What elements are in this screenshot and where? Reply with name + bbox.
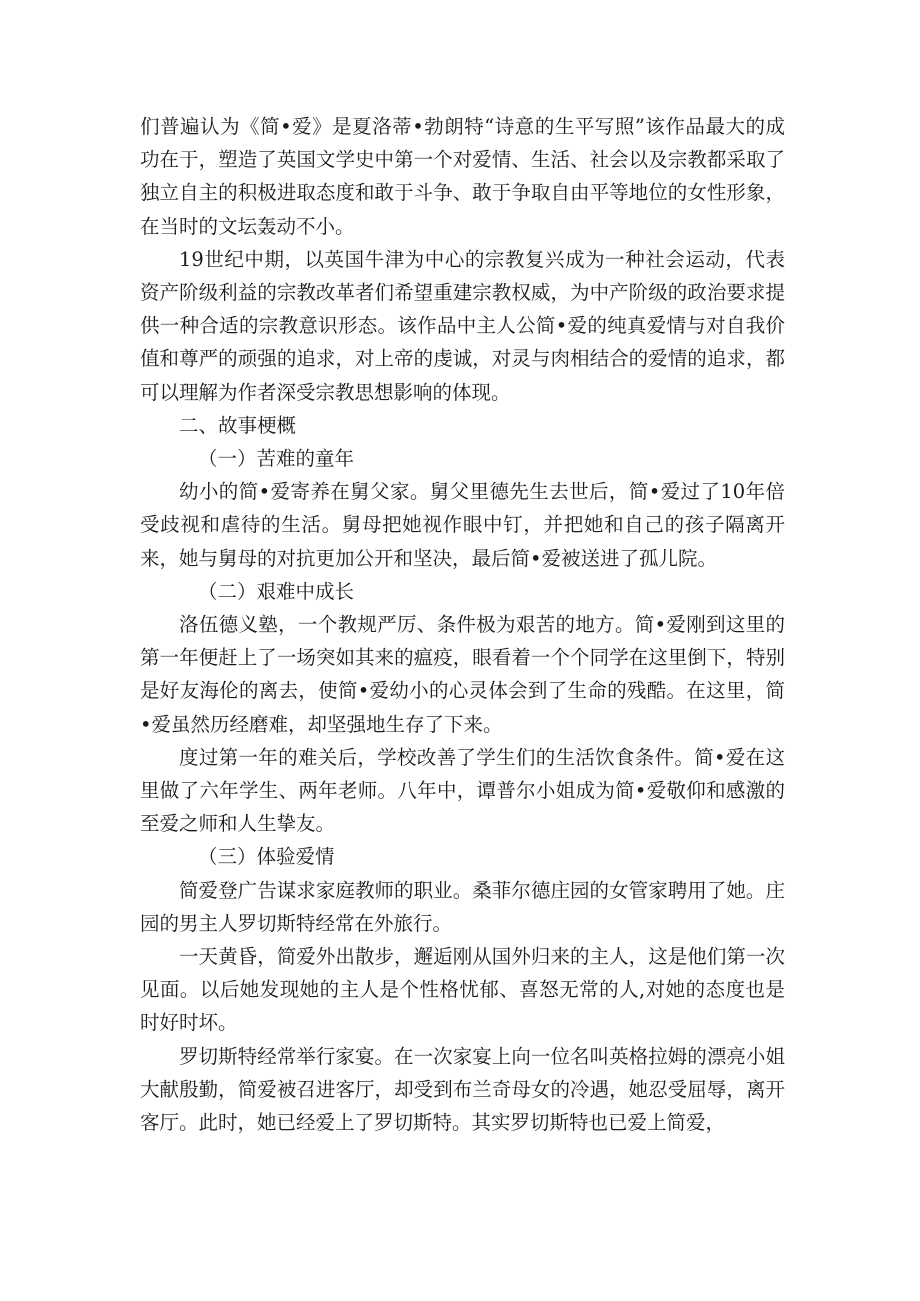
subheading-childhood: （一）苦难的童年 bbox=[198, 447, 355, 471]
paragraph-childhood: 幼小的简•爱寄养在舅父家。舅父里德先生去世后，简•爱过了10年倍受歧视和虐待的生活。舅母把她视作眼中钉，并把她和自己的孩子隔离开来，她与舅母的对抗更加公开和坚决，最后简•爱被送进了孤儿院。 bbox=[140, 480, 785, 570]
section-heading-story-summary: 二、故事梗概 bbox=[179, 413, 297, 437]
document-body bbox=[140, 110, 785, 1139]
paragraph-teacher-years: 度过第一年的难关后，学校改善了学生们的生活饮食条件。简•爱在这里做了六年学生、两年老师。八年中，谭普尔小姐成为简•爱敬仰和感激的至爱之师和人生挚友。 bbox=[140, 745, 785, 836]
paragraph-first-meeting: 一天黄昏，简爱外出散步，邂逅刚从国外归来的主人，这是他们第一次见面。以后她发现她的主人是个性格忧郁、喜怒无常的人,对她的态度也是时好时坏。 bbox=[140, 945, 785, 1035]
paragraph-lowood: 洛伍德义塾，一个教规严厉、条件极为艰苦的地方。简•爱刚到这里的第一年便赶上了一场突如其来的瘟疫，眼看着一个个同学在这里倒下，特别是好友海伦的离去，使简•爱幼小的心灵体会到了生命的残酷。在这里，简•爱虽然历经磨难，却坚强地生存了下来。 bbox=[140, 613, 785, 736]
paragraph-banquet: 罗切斯特经常举行家宴。在一次家宴上向一位名叫英格拉姆的漂亮小姐大献殷勤，简爱被召进客厅，却受到布兰奇母女的冷遇，她忍受屈辱，离开客厅。此时，她已经爱上了罗切斯特。其实罗切斯特也已爱上简爱， bbox=[140, 1044, 785, 1135]
paragraph-religious-background: 19世纪中期，以英国牛津为中心的宗教复兴成为一种社会运动，代表资产阶级利益的宗教改革者们希望重建宗教权威，为中产阶级的政治要求提供一种合适的宗教意识形态。该作品中主人公简•爱的纯真爱情与对自我价值和尊严的顽强的追求，对上帝的虔诚，对灵与肉相结合的爱情的追求，都可以理解为作者深受宗教思想影响的体现。 bbox=[140, 247, 785, 404]
paragraph-intro-continued: 们普遍认为《简•爱》是夏洛蒂•勃朗特“诗意的生平写照”该作品最大的成功在于，塑造了英国文学史中第一个对爱情、生活、社会以及宗教都采取了独立自主的积极进取态度和敢于斗争、敢于争取自由平等地位的女性形象，在当时的文坛轰动不小。 bbox=[140, 115, 785, 238]
subheading-growing-up: （二）艰难中成长 bbox=[198, 579, 355, 603]
subheading-experiencing-love: （三）体验爱情 bbox=[198, 845, 335, 869]
paragraph-governess: 简爱登广告谋求家庭教师的职业。桑菲尔德庄园的女管家聘用了她。庄园的男主人罗切斯特经常在外旅行。 bbox=[140, 878, 785, 935]
